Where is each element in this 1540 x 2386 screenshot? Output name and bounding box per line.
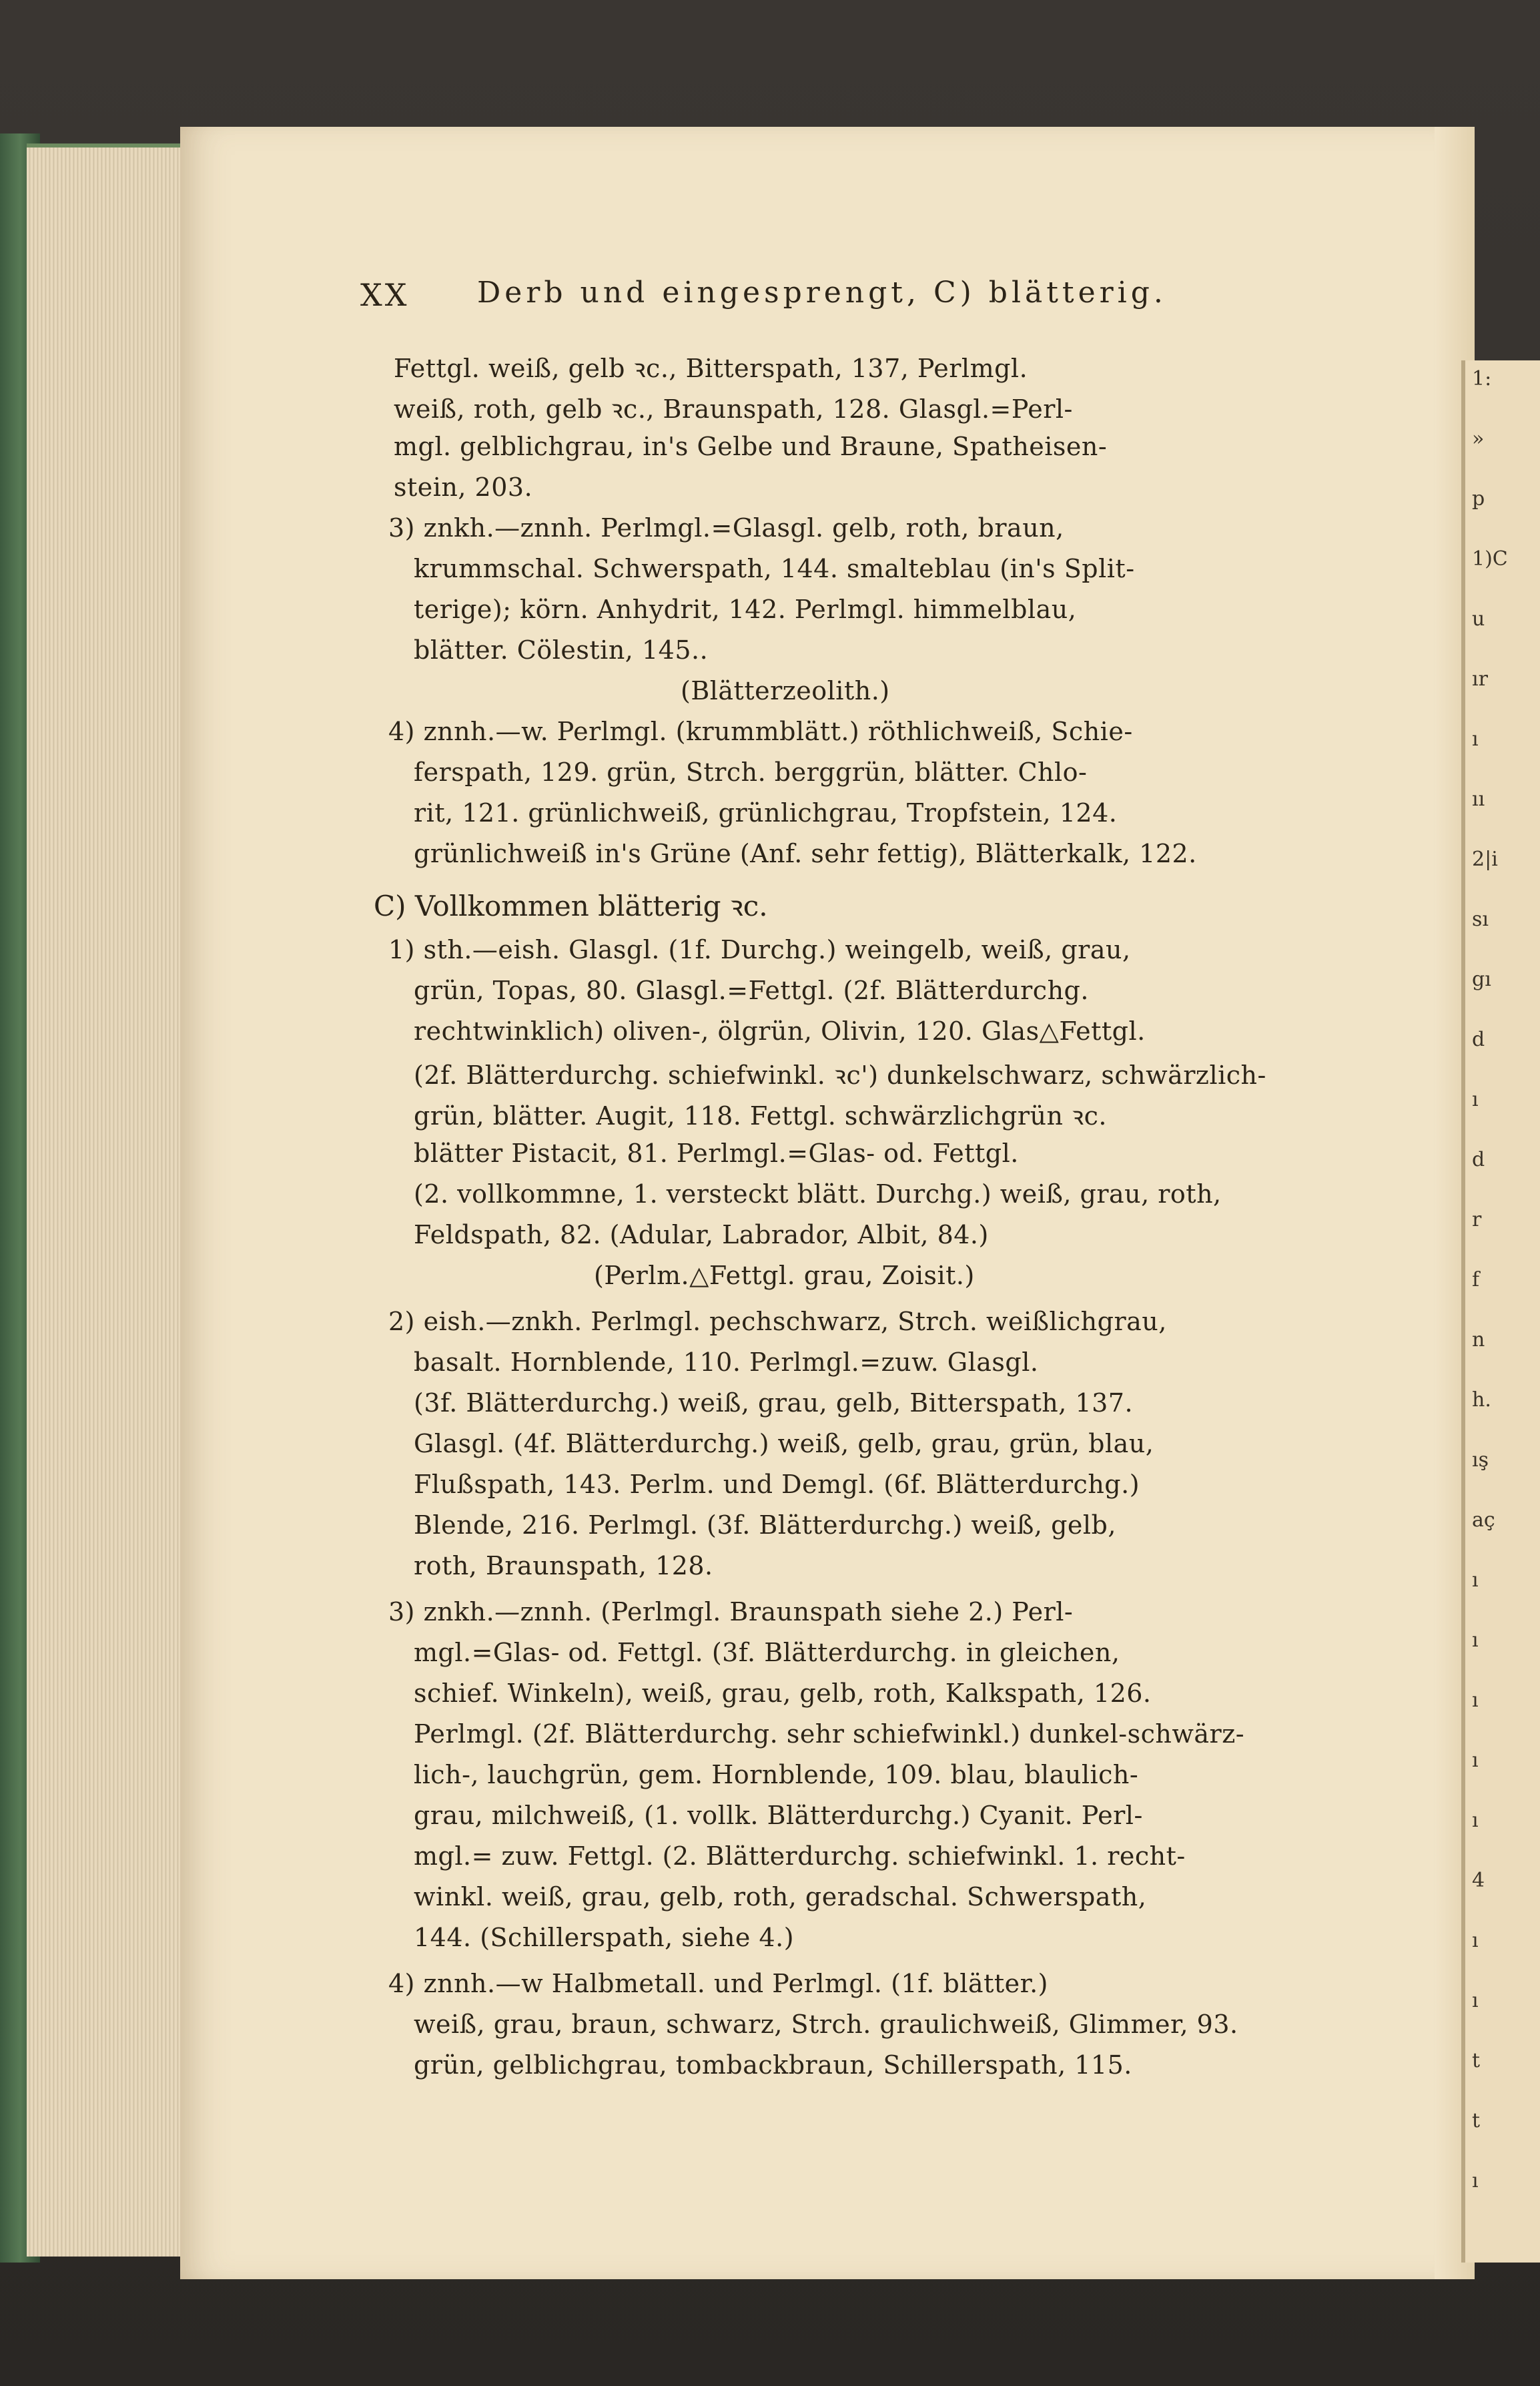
page-header [360,264,1308,313]
page-stack-edge [27,143,183,2257]
facing-page-text-fragment: h. [1472,1388,1491,1412]
facing-page-text-fragment: ı [1472,1929,1479,1952]
facing-page-text-fragment: ı [1472,1628,1479,1652]
text-line: roth, Braunspath, 128. [414,1551,713,1580]
facing-page-text-fragment: ı [1472,1989,1479,2012]
text-line: terige); körn. Anhydrit, 142. Perlmgl. himmelblau, [414,595,1077,624]
text-line: rit, 121. grünlichweiß, grünlichgrau, Tropfstein, 124. [414,798,1118,828]
text-line: grün, blätter. Augit, 118. Fettgl. schwärzlichgrün ꝛc. [414,1101,1107,1131]
facing-page-text-fragment: sı [1472,908,1489,931]
text-line: grün, Topas, 80. Glasgl.=Fettgl. (2f. Blätterdurchg. [414,976,1089,1005]
text-line: Feldspath, 82. (Adular, Labrador, Albit, 84.) [414,1220,989,1249]
text-line: Fettgl. weiß, gelb ꝛc., Bitterspath, 137, Perlmgl. [394,354,1028,383]
facing-page-text-fragment: ı [1472,2169,1479,2192]
facing-page-text-fragment: r [1472,1208,1482,1231]
facing-page-text-fragment: ı [1472,1689,1479,1712]
facing-page-text-fragment: ı [1472,1749,1479,1772]
facing-page-text-fragment: p [1472,487,1485,511]
facing-page-text-fragment: » [1472,427,1485,451]
facing-page-text-fragment: ır [1472,667,1488,691]
text-line: mgl. gelblichgrau, in's Gelbe und Braune, Spatheisen- [394,432,1108,461]
facing-page-text-fragment: d [1472,1028,1485,1051]
text-line: rechtwinklich) oliven-, ölgrün, Olivin, 120. Glas△Fettgl. [414,1016,1146,1046]
text-line: mgl.= zuw. Fettgl. (2. Blätterdurchg. schiefwinkl. 1. recht- [414,1841,1186,1871]
facing-page-text-fragment: ı [1472,727,1479,751]
facing-page-text-fragment: t [1472,2109,1481,2132]
text-line: (2f. Blätterdurchg. schiefwinkl. ꝛc') dunkelschwarz, schwärzlich- [414,1061,1266,1090]
facing-page-text-fragment: t [1472,2049,1481,2072]
facing-page-text-fragment: gı [1472,968,1491,991]
facing-page-text-fragment: n [1472,1328,1485,1352]
text-line: blätter. Cölestin, 145.. [414,635,709,665]
facing-page-text-fragment: aç [1472,1508,1495,1532]
facing-page-text-fragment: 2|i [1472,848,1498,871]
facing-page-text-fragment: ıı [1472,788,1485,811]
text-line: grün, gelblichgrau, tombackbraun, Schillerspath, 115. [414,2050,1132,2080]
text-line: ferspath, 129. grün, Strch. berggrün, blätter. Chlo- [414,758,1088,787]
text-line: 3) znkh.—znnh. Perlmgl.=Glasgl. gelb, roth, braun, [388,513,1064,543]
text-line: grünlichweiß in's Grüne (Anf. sehr fettig), Blätterkalk, 122. [414,839,1197,868]
text-line: winkl. weiß, grau, gelb, roth, geradschal. Schwerspath, [414,1882,1147,1911]
text-line: 144. (Schillerspath, siehe 4.) [414,1923,795,1952]
facing-page-text-fragment: 4 [1472,1869,1485,1892]
text-line: (Blätterzeolith.) [681,676,890,705]
text-line: blätter Pistacit, 81. Perlmgl.=Glas- od. Fettgl. [414,1139,1019,1168]
text-line: 3) znkh.—znnh. (Perlmgl. Braunspath siehe 2.) Perl- [388,1597,1074,1626]
text-line: Glasgl. (4f. Blätterdurchg.) weiß, gelb, grau, grün, blau, [414,1429,1154,1458]
text-line: basalt. Hornblende, 110. Perlmgl.=zuw. Glasgl. [414,1348,1039,1377]
text-line: Perlmgl. (2f. Blätterdurchg. sehr schiefwinkl.) dunkel-schwärz- [414,1719,1245,1749]
text-line: weiß, roth, gelb ꝛc., Braunspath, 128. Glasgl.=Perl- [394,394,1073,424]
facing-page-text-fragment: ı [1472,1568,1479,1592]
page-number: XX [360,277,410,313]
section-heading: C) Vollkommen blätterig ꝛc. [374,890,768,922]
facing-page-text-fragment: 1: [1472,367,1492,390]
facing-page-text-fragment: ış [1472,1448,1489,1472]
text-line: weiß, grau, braun, schwarz, Strch. graulichweiß, Glimmer, 93. [414,2010,1238,2039]
text-line: 2) eish.—znkh. Perlmgl. pechschwarz, Strch. weißlichgrau, [388,1307,1167,1336]
facing-page-text-fragment: f [1472,1268,1480,1291]
facing-page-fragment [1461,360,1540,2263]
facing-page-text-fragment: 1)C [1472,547,1508,571]
text-line: 1) sth.—eish. Glasgl. (1f. Durchg.) weingelb, weiß, grau, [388,935,1131,964]
text-line: schief. Winkeln), weiß, grau, gelb, roth, Kalkspath, 126. [414,1679,1152,1708]
facing-page-text-fragment: ı [1472,1088,1479,1111]
text-line: Flußspath, 143. Perlm. und Demgl. (6f. Blätterdurchg.) [414,1470,1140,1499]
text-line: mgl.=Glas- od. Fettgl. (3f. Blätterdurchg. in gleichen, [414,1638,1120,1667]
text-line: (3f. Blätterdurchg.) weiß, grau, gelb, Bitterspath, 137. [414,1388,1134,1418]
text-line: stein, 203. [394,473,533,502]
facing-page-text-fragment: ı [1472,1809,1479,1832]
text-line: (Perlm.△Fettgl. grau, Zoisit.) [594,1261,975,1290]
text-line: krummschal. Schwerspath, 144. smalteblau (in's Split- [414,554,1135,583]
text-line: (2. vollkommne, 1. versteckt blätt. Durchg.) weiß, grau, roth, [414,1179,1222,1209]
text-line: 4) znnh.—w. Perlmgl. (krummblätt.) röthlichweiß, Schie- [388,717,1133,746]
facing-page-text-fragment: d [1472,1148,1485,1171]
text-line: grau, milchweiß, (1. vollk. Blätterdurchg.) Cyanit. Perl- [414,1801,1143,1830]
text-line: 4) znnh.—w Halbmetall. und Perlmgl. (1f. blätter.) [388,1969,1049,1998]
text-line: lich-, lauchgrün, gem. Hornblende, 109. blau, blaulich- [414,1760,1139,1789]
running-head: Derb und eingesprengt, C) blätterig. [477,276,1167,310]
facing-page-text-fragment: u [1472,607,1485,631]
text-line: Blende, 216. Perlmgl. (3f. Blätterdurchg.) weiß, gelb, [414,1510,1116,1540]
